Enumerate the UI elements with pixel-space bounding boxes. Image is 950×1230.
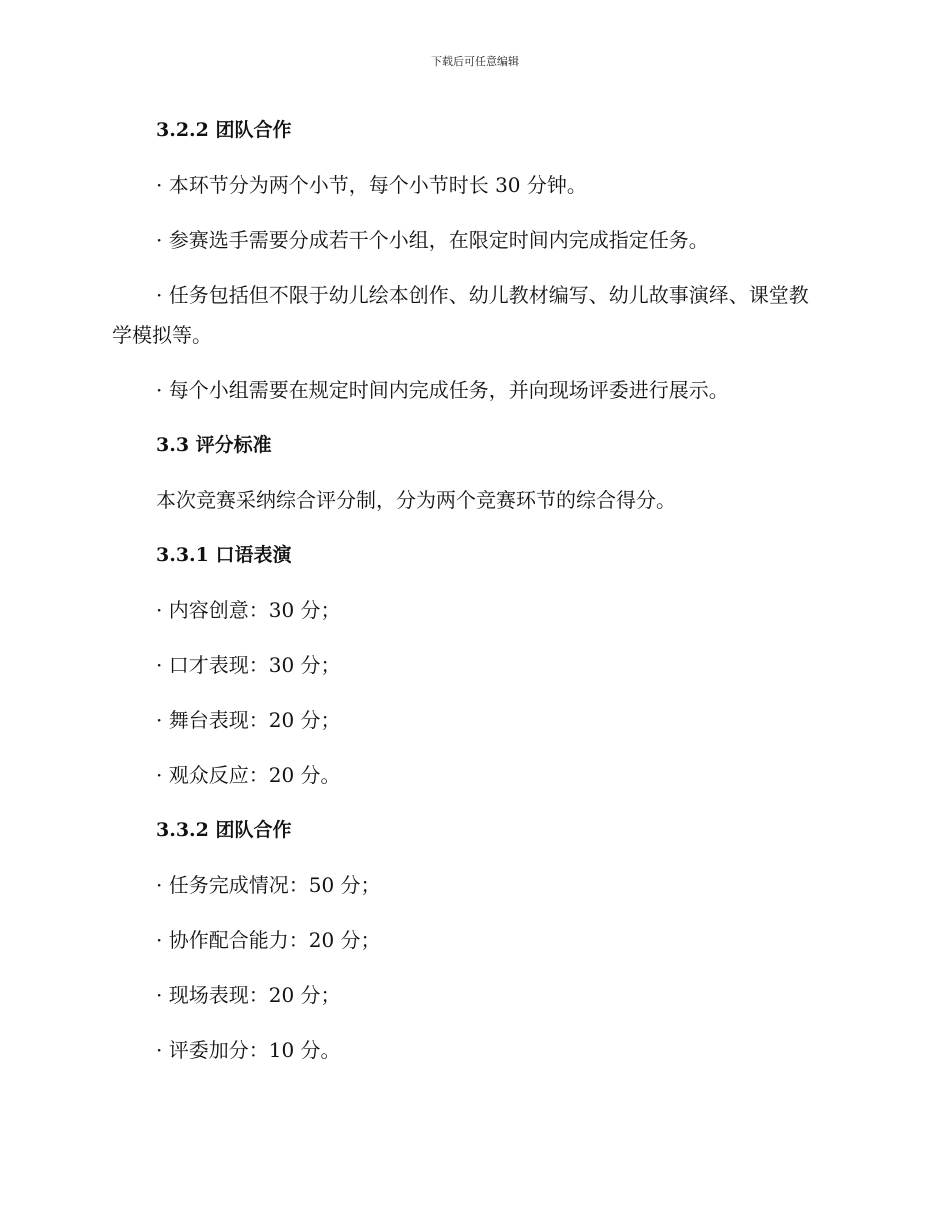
score-item-eloquence: · 口才表现：30 分； [156, 653, 341, 677]
bullet-task-presentation: · 每个小组需要在规定时间内完成任务，并向现场评委进行展示。 [156, 378, 729, 402]
section-heading-3-3-1: 3.3.1 口语表演 [156, 544, 292, 566]
section-heading-3-3: 3.3 评分标准 [156, 434, 272, 456]
score-item-stage-performance: · 舞台表现：20 分； [156, 708, 341, 732]
score-item-onsite-performance: · 现场表现：20 分； [156, 983, 341, 1007]
bullet-group-division: · 参赛选手需要分成若干个小组，在限定时间内完成指定任务。 [156, 228, 709, 252]
document-body [112, 110, 824, 1070]
section-heading-3-3-2: 3.3.2 团队合作 [156, 819, 292, 841]
page-header-note: 下载后可任意编辑 [431, 55, 519, 68]
bullet-task-scope: · 任务包括但不限于幼儿绘本创作、幼儿教材编写、幼儿故事演绎、课堂教学模拟等。 [112, 283, 809, 347]
score-item-content-creativity: · 内容创意：30 分； [156, 598, 341, 622]
score-item-judge-bonus: · 评委加分：10 分。 [156, 1038, 341, 1062]
bullet-session-duration: · 本环节分为两个小节，每个小节时长 30 分钟。 [156, 173, 587, 197]
section-heading-3-2-2: 3.2.2 团队合作 [156, 119, 292, 141]
scoring-intro-paragraph: 本次竞赛采纳综合评分制，分为两个竞赛环节的综合得分。 [156, 488, 676, 512]
score-item-task-completion: · 任务完成情况：50 分； [156, 873, 381, 897]
score-item-audience-response: · 观众反应：20 分。 [156, 763, 341, 787]
score-item-collaboration: · 协作配合能力：20 分； [156, 928, 381, 952]
